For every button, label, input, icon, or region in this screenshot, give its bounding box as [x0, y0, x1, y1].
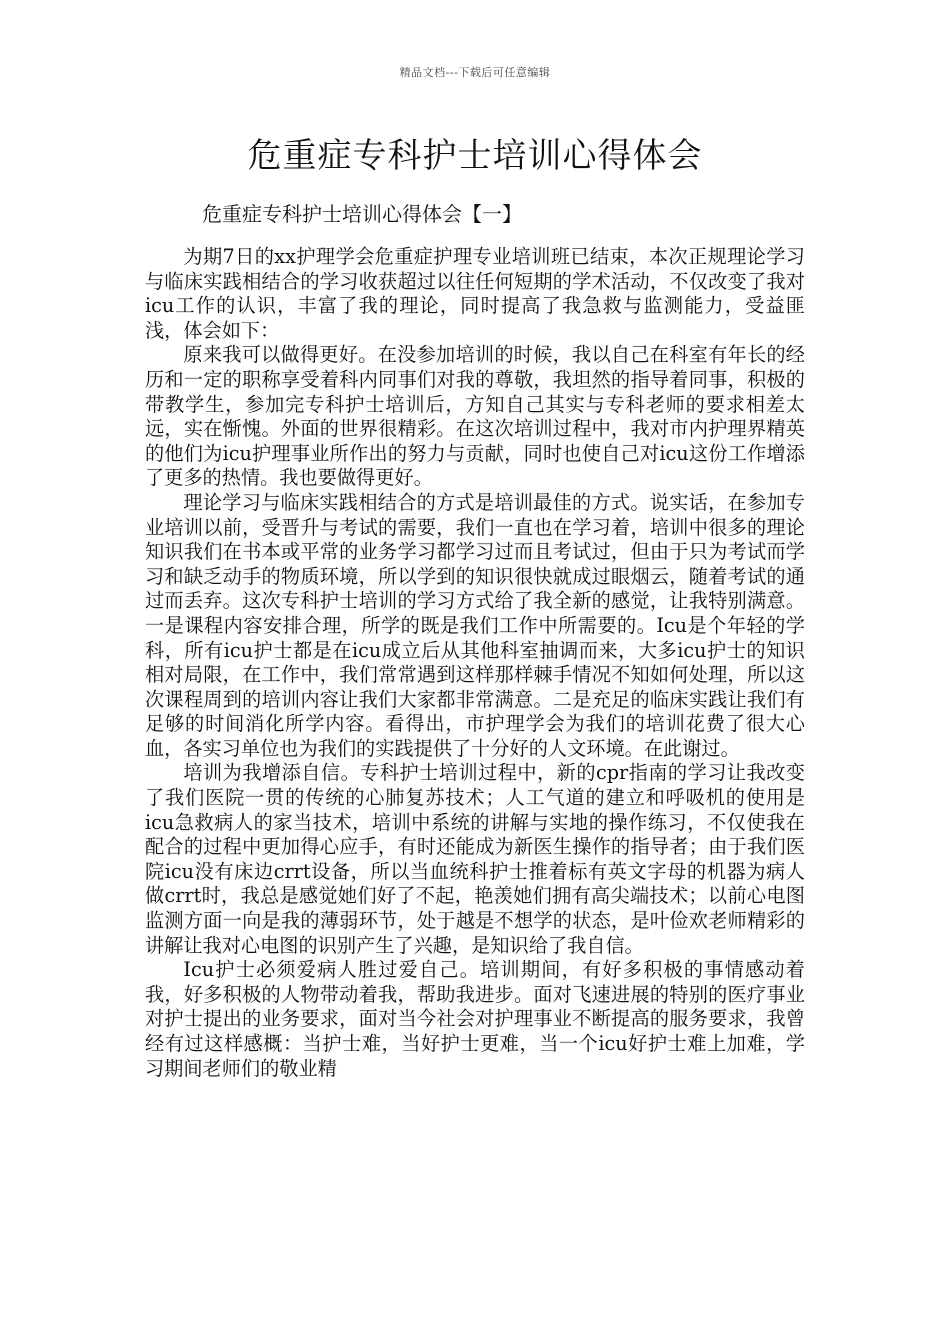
document-body	[145, 245, 805, 1081]
paragraph: 培训为我增添自信。专科护士培训过程中，新的cpr指南的学习让我改变了我们医院一贯的传统的心肺复苏技术；人工气道的建立和呼吸机的使用是icu急救病人的家当技术，培训中系统的讲解与实地的操作练习，不仅使我在配合的过程中更加得心应手，有时还能成为新医生操作的指导者；由于我们医院icu没有床边crrt设备，所以当血统科护士推着标有英文字母的机器为病人做crrt时，我总是感觉她们好了不起，艳羡她们拥有高尖端技术；以前心电图监测方面一向是我的薄弱环节，处于越是不想学的状态，是叶俭欢老师精彩的讲解让我对心电图的识别产生了兴趣，是知识给了我自信。	[145, 761, 805, 957]
paragraph: 理论学习与临床实践相结合的方式是培训最佳的方式。说实话，在参加专业培训以前，受晋升与考试的需要，我们一直也在学习着，培训中很多的理论知识我们在书本或平常的业务学习都学习过而且考试过，但由于只为考试而学习和缺乏动手的物质环境，所以学到的知识很快就成过眼烟云，随着考试的通过而丢弃。这次专科护士培训的学习方式给了我全新的感觉，让我特别满意。一是课程内容安排合理，所学的既是我们工作中所需要的。Icu是个年轻的学科，所有icu护士都是在icu成立后从其他科室抽调而来，大多icu护士的知识相对局限，在工作中，我们常常遇到这样那样棘手情况不知如何处理，所以这次课程周到的培训内容让我们大家都非常满意。二是充足的临床实践让我们有足够的时间消化所学内容。看得出，市护理学会为我们的培训花费了很大心血，各实习单位也为我们的实践提供了十分好的人文环境。在此谢过。	[145, 490, 805, 760]
document-title: 危重症专科护士培训心得体会	[247, 136, 703, 176]
paragraph: 为期7日的xx护理学会危重症护理专业培训班已结束，本次正规理论学习与临床实践相结合的学习收获超过以往任何短期的学术活动，不仅改变了我对icu工作的认识，丰富了我的理论，同时提高了我急救与监测能力，受益匪浅，体会如下：	[145, 245, 805, 342]
section-subtitle: 危重症专科护士培训心得体会【一】	[202, 202, 522, 226]
paragraph: 原来我可以做得更好。在没参加培训的时候，我以自己在科室有年长的经历和一定的职称享受着科内同事们对我的尊敬，我坦然的指导着同事，积极的带教学生，参加完专科护士培训后，方知自己其实与专科老师的要求相差太远，实在惭愧。外面的世界很精彩。在这次培训过程中，我对市内护理界精英的他们为icu护理事业所作出的努力与贡献，同时也使自己对icu这份工作增添了更多的热情。我也要做得更好。	[145, 343, 805, 490]
header-note: 精品文档---下载后可任意编辑	[399, 66, 551, 79]
paragraph: Icu护士必须爱病人胜过爱自己。培训期间，有好多积极的事情感动着我，好多积极的人物带动着我，帮助我进步。面对飞速进展的特别的医疗事业对护士提出的业务要求，面对当今社会对护理事业不断提高的服务要求，我曾经有过这样感概：当护士难，当好护士更难，当一个icu好护士难上加难，学习期间老师们的敬业精	[145, 958, 805, 1080]
